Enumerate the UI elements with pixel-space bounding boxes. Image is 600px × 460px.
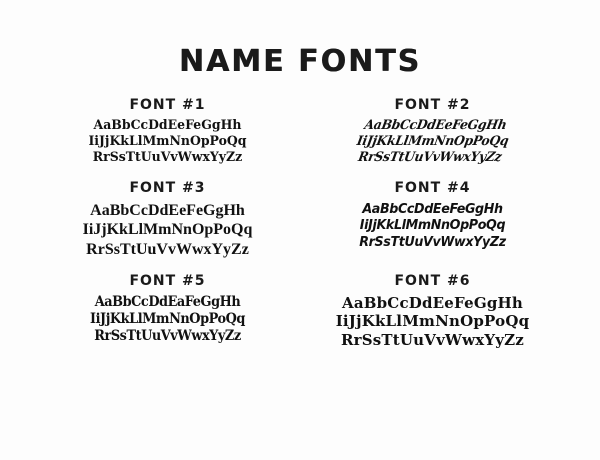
font-sample-4 <box>305 180 560 260</box>
font-sample-line-2: IiJjKkLlMmNnOpPoQq <box>82 221 253 239</box>
font-sample-label: FONT #4 <box>394 179 471 196</box>
font-sample-2 <box>305 97 560 166</box>
font-sample-line-1: AaBbCcDdEeFeGgHh <box>93 118 242 133</box>
page-title: NAME FONTS <box>178 44 422 79</box>
font-sample-3 <box>40 180 295 260</box>
font-sample-1 <box>40 97 295 166</box>
font-sample-line-2: IiJjKkLlMmNnOpPoQq <box>335 312 530 331</box>
font-sample-grid <box>40 97 560 349</box>
font-sample-label: FONT #6 <box>394 273 471 290</box>
font-sample-line-1: AaBbCcDdEaFeGgHh <box>94 294 241 311</box>
font-sample-line-3: RrSsTtUuVvWwxYyZz <box>94 328 241 345</box>
font-sample-label: FONT #3 <box>129 179 206 196</box>
font-sample-label: FONT #2 <box>394 97 471 113</box>
font-sample-label: FONT #1 <box>129 97 206 113</box>
font-sample-text <box>45 118 290 166</box>
font-sample-line-1: AaBbCcDdEeFeGgHh <box>362 200 503 217</box>
font-sample-line-2: IiJjKkLlMmNnOpPoQq <box>359 217 506 234</box>
font-sample-text <box>40 201 295 260</box>
font-sample-5 <box>40 273 295 349</box>
font-sample-text <box>307 118 558 166</box>
font-sample-6 <box>305 273 560 349</box>
font-sample-label: FONT #5 <box>129 273 206 290</box>
font-sample-line-2: IiJjKkLlMmNnOpPoQq <box>88 133 247 149</box>
font-sample-line-3: RrSsTtUuVvWwxYyZz <box>359 233 506 250</box>
font-sample-line-1: AaBbCcDdEeFeGgHh <box>363 118 508 133</box>
font-sample-line-2: IiJjKkLlMmNnOpPoQq <box>90 311 245 328</box>
font-sample-text <box>313 201 553 250</box>
font-sample-line-3: RrSsTtUuVvWwxYyZz <box>86 240 249 258</box>
font-sample-line-2: IiJjKkLlMmNnOpPoQq <box>355 133 510 149</box>
font-sample-text <box>305 294 560 349</box>
font-sample-text <box>50 294 285 345</box>
font-sample-line-1: AaBbCcDdEeFeGgHh <box>341 294 524 313</box>
font-sample-line-3: RrSsTtUuVvWwxYyZz <box>340 330 525 349</box>
font-sample-line-3: RrSsTtUuVvWwxYyZz <box>92 149 243 165</box>
font-sample-line-1: AaBbCcDdEeFeGgHh <box>90 201 245 219</box>
font-sample-line-3: RrSsTtUuVvWwxYyZz <box>356 149 503 165</box>
